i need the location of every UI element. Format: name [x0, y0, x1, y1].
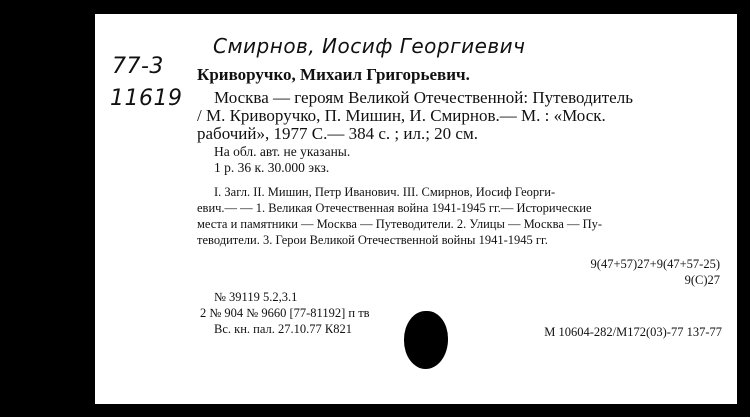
- scan-border-top: [95, 0, 750, 14]
- handwritten-author-name: Смирнов, Иосиф Георгиевич: [213, 34, 526, 58]
- title-line-1: Москва — героям Великой Отечественной: Путеводитель: [214, 88, 633, 107]
- classification-index-1: 9(47+57)27+9(47+57-25): [590, 257, 720, 271]
- record-number-3: Вс. кн. пал. 27.10.77 К821: [214, 322, 352, 336]
- order-code: М 10604-282/М172(03)-77 137-77: [544, 325, 722, 339]
- tracing-line-2: евич.— — 1. Великая Отечественная война 1941-1945 гг.— Исторические: [197, 201, 592, 215]
- scan-border-right: [737, 0, 750, 417]
- note-price: 1 р. 36 к. 30.000 экз.: [214, 160, 330, 175]
- author-heading: Криворучко, Михаил Григорьевич.: [197, 65, 470, 84]
- handwritten-call-number: 77-3: [112, 54, 164, 79]
- handwritten-id-number: 11619: [110, 86, 183, 111]
- title-line-2: / М. Криворучко, П. Мишин, И. Смирнов.— М. : «Моск.: [197, 106, 606, 125]
- scan-border-bottom: [95, 404, 750, 417]
- scan-border-left: [0, 0, 95, 417]
- title-line-3: рабочий», 1977 С.— 384 с. ; ил.; 20 см.: [197, 124, 478, 143]
- note-cover: На обл. авт. не указаны.: [214, 144, 351, 159]
- ink-blot: [404, 311, 448, 369]
- classification-index-2: 9(С)27: [684, 273, 720, 287]
- tracing-line-3: места и памятники — Москва — Путеводители. 2. Улицы — Москва — Пу-: [197, 217, 603, 231]
- tracing-line-4: теводители. 3. Герои Великой Отечественной войны 1941-1945 гг.: [197, 233, 548, 247]
- record-number-1: № 39119 5.2,3.1: [214, 290, 298, 304]
- tracing-line-1: I. Загл. II. Мишин, Петр Иванович. III. Смирнов, Иосиф Георги-: [214, 185, 556, 199]
- record-number-2: 2 № 904 № 9660 [77-81192] п тв: [200, 306, 370, 320]
